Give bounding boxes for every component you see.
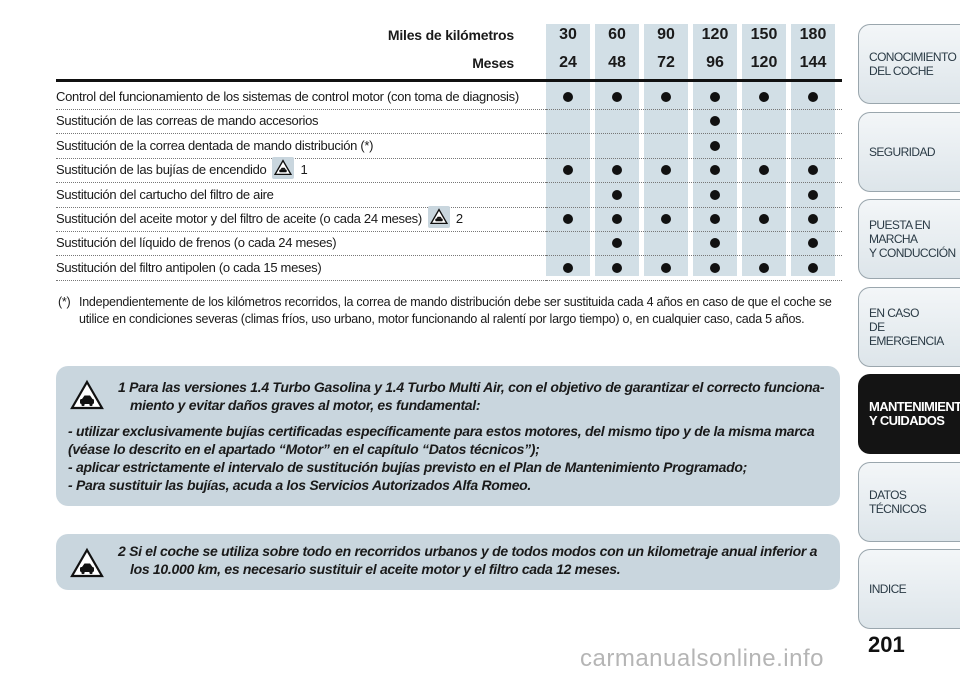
table-row xyxy=(56,208,842,232)
sidebar-tab-label: INDICE xyxy=(869,582,907,596)
header-km-value: 150 xyxy=(750,26,778,43)
row-label xyxy=(56,187,274,202)
warning-2-text: 2 Si el coche se utiliza sobre todo en recorridos urbanos y de todos modos con un kilometraje anual inferior a los 10.000 km, es necesario sustituir el aceite motor y el filtro cada 12 meses. xyxy=(118,543,818,577)
schedule-dot xyxy=(612,214,622,224)
page-number: 201 xyxy=(868,632,905,657)
row-label-text: Sustitución del filtro antipolen (o cada 15 meses) xyxy=(56,259,322,275)
sidebar-tab[interactable] xyxy=(858,24,960,104)
schedule-dot xyxy=(808,238,818,248)
schedule-dot xyxy=(661,165,671,175)
sidebar-tab-label: MANTENIMIENTO Y CUIDADOS xyxy=(869,399,971,428)
schedule-dot xyxy=(808,263,818,273)
header-km-value: 180 xyxy=(799,26,827,43)
row-label xyxy=(56,138,373,153)
row-label-text: Sustitución del líquido de frenos (o cada 24 meses) xyxy=(56,235,337,251)
row-label-text: Sustitución de las bujías de encendido xyxy=(56,162,267,178)
table-row xyxy=(56,86,842,110)
schedule-dot xyxy=(710,165,720,175)
row-label xyxy=(56,162,307,179)
sidebar-tab[interactable] xyxy=(858,287,960,367)
warning-ref-number: 2 xyxy=(455,211,463,226)
row-label-text: Sustitución del aceite motor y del filtro de aceite (o cada 24 meses) xyxy=(56,211,422,226)
row-divider xyxy=(56,280,546,281)
footnote-mark: (*) xyxy=(58,295,71,309)
row-label xyxy=(56,89,519,104)
schedule-dot xyxy=(612,190,622,200)
row-label-text: Sustitución de las correas de mando accesorios xyxy=(56,113,319,129)
warning-triangle-icon xyxy=(430,208,448,225)
footnote-text: Independientemente de los kilómetros recorridos, la correa de mando distribución debe ser sustituida cada 4 años en caso de que el coche se utilice en condiciones severas (climas fríos, uso urbano, motor funcionando al ralentí por largo tiempo) o, en cualquier caso, cada 5 años. xyxy=(79,295,832,326)
watermark: carmanualsonline.info xyxy=(580,645,824,672)
warning-ref-icon xyxy=(272,157,294,179)
schedule-dot xyxy=(710,263,720,273)
row-label-text: Control del funcionamiento de los sistemas de control motor (con toma de diagnosis) xyxy=(56,89,519,104)
row-label xyxy=(56,235,336,250)
schedule-dot xyxy=(808,190,818,200)
schedule-dot xyxy=(710,116,720,126)
sidebar-tab[interactable] xyxy=(858,549,960,629)
schedule-dot xyxy=(612,92,622,102)
schedule-dot xyxy=(710,141,720,151)
schedule-dot xyxy=(612,238,622,248)
table-row xyxy=(56,232,842,256)
sidebar-tab-label: EN CASO DE EMERGENCIA xyxy=(869,305,944,348)
header-km-value: 60 xyxy=(608,26,626,43)
table-row xyxy=(56,159,842,183)
schedule-dot xyxy=(710,92,720,102)
schedule-dot xyxy=(612,263,622,273)
sidebar-tab[interactable] xyxy=(858,112,960,192)
table-row xyxy=(56,184,842,208)
schedule-dot xyxy=(661,263,671,273)
row-label xyxy=(56,260,321,275)
schedule-dot xyxy=(710,190,720,200)
schedule-dot xyxy=(563,214,573,224)
header-km-row xyxy=(56,24,842,50)
row-divider xyxy=(546,280,842,281)
header-months-value: 24 xyxy=(559,54,577,71)
warning-box-1 xyxy=(56,366,840,506)
warning-triangle-icon xyxy=(274,159,292,176)
sidebar-tab-label: PUESTA EN MARCHA Y CONDUCCIÓN xyxy=(869,218,956,260)
sidebar-tab[interactable] xyxy=(858,462,960,542)
header-months-value: 96 xyxy=(706,54,724,71)
row-label-text: Sustitución de la correa dentada de mando distribución (*) xyxy=(56,137,374,153)
schedule-dot xyxy=(759,214,769,224)
row-label xyxy=(56,113,318,128)
table-row xyxy=(56,135,842,159)
warning-ref-icon xyxy=(428,206,450,228)
sidebar-tab[interactable] xyxy=(858,374,971,454)
row-label-text: Sustitución del cartucho del filtro de aire xyxy=(56,186,274,202)
schedule-dot xyxy=(563,165,573,175)
header-km-value: 90 xyxy=(657,26,675,43)
warning-box-2 xyxy=(56,534,840,590)
sidebar-tab-label: DATOS TÉCNICOS xyxy=(869,487,927,516)
warning-1-lead: 1 Para las versiones 1.4 Turbo Gasolina y 1.4 Turbo Multi Air, con el objetivo de garantizar el correcto funciona- miento y evitar daños graves al motor, es fundamental: xyxy=(118,379,825,413)
header-km-label: Miles de kilómetros xyxy=(387,27,514,43)
warning-1-item: - utilizar exclusivamente bujías certificadas específicamente para estos motores, del mismo tipo y de la misma marca (véase lo descrito en el apartado “Motor” en el capítulo “Datos técnicos”); xyxy=(68,423,815,457)
header-months-value: 144 xyxy=(799,54,827,71)
schedule-dot xyxy=(808,165,818,175)
table-row xyxy=(56,110,842,134)
schedule-dot xyxy=(563,263,573,273)
schedule-dot xyxy=(612,165,622,175)
schedule-dot xyxy=(661,214,671,224)
schedule-dot xyxy=(759,165,769,175)
header-months-value: 120 xyxy=(750,54,778,71)
schedule-dot xyxy=(710,214,720,224)
header-months-value: 72 xyxy=(657,54,675,71)
row-label xyxy=(56,211,463,228)
table-row xyxy=(56,257,842,281)
schedule-dot xyxy=(808,214,818,224)
header-months-row xyxy=(56,52,842,78)
warning-ref-number: 1 xyxy=(300,162,308,178)
warning-1-item: - aplicar estrictamente el intervalo de sustitución bujías previsto en el Plan de Mantenimiento Programado; xyxy=(68,459,747,475)
header-rule xyxy=(56,79,842,82)
sidebar-tab[interactable] xyxy=(858,199,960,279)
header-months-label: Meses xyxy=(472,55,514,71)
schedule-dot xyxy=(563,92,573,102)
schedule-dot xyxy=(759,92,769,102)
schedule-dot xyxy=(710,238,720,248)
header-months-value: 48 xyxy=(608,54,626,71)
header-km-value: 120 xyxy=(701,26,729,43)
schedule-dot xyxy=(759,263,769,273)
header-km-value: 30 xyxy=(559,26,577,43)
sidebar-tab-label: CONOCIMIENTO DEL COCHE xyxy=(869,50,957,78)
schedule-dot xyxy=(808,92,818,102)
sidebar-tab-label: SEGURIDAD xyxy=(869,144,935,159)
schedule-dot xyxy=(661,92,671,102)
warning-1-item: - Para sustituir las bujías, acuda a los Servicios Autorizados Alfa Romeo. xyxy=(68,477,532,493)
